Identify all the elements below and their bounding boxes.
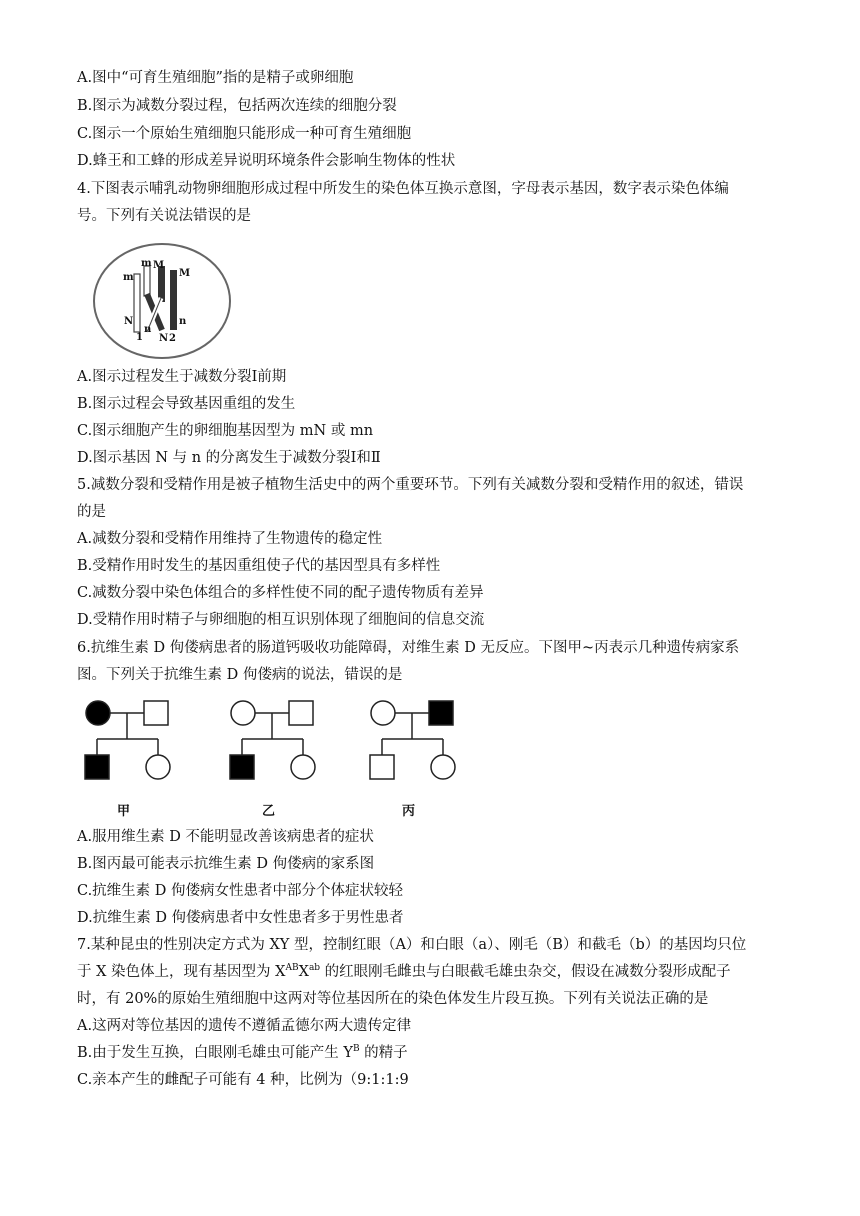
q3-option-a: A.图中“可育生殖细胞”指的是精子或卵细胞 xyxy=(77,70,354,86)
pedigree-label-bing: 丙 xyxy=(402,804,416,819)
q6-stem-line1: 6.抗维生素 D 佝偻病患者的肠道钙吸收功能障碍，对维生素 D 无反应。下图甲~丙表示几种遗传病家系 xyxy=(77,640,740,656)
q3-option-d: D.蜂王和工蜂的形成差异说明环境条件会影响生物体的性状 xyxy=(77,153,456,169)
genotype-sup-ab-upper: AB xyxy=(285,963,299,974)
pedigree-label-jia: 甲 xyxy=(117,804,131,819)
q5-stem-line1: 5.减数分裂和受精作用是被子植物生活史中的两个重要环节。下列有关减数分裂和受精作用的叙述，错误 xyxy=(77,477,744,493)
gene-label-N2: N xyxy=(159,333,169,344)
chromosome-number-2: 2 xyxy=(169,333,176,344)
gene-label-M2: M xyxy=(179,268,191,279)
q7-line2-prefix: 于 X 染色体上，现有基因型为 X xyxy=(77,964,286,980)
q6-option-d: D.抗维生素 D 佝偻病患者中女性患者多于男性患者 xyxy=(77,910,404,926)
q7-line2-rest: 的红眼刚毛雌虫与白眼截毛雄虫杂交，假设在减数分裂形成配子 xyxy=(320,964,731,980)
parent-symbol xyxy=(144,701,168,725)
q5-option-d: D.受精作用时精子与卵细胞的相互识别体现了细胞间的信息交流 xyxy=(77,612,485,628)
gene-label-N1: N xyxy=(124,316,134,327)
pedigree-jia xyxy=(85,701,170,779)
q4-option-a: A.图示过程发生于减数分裂Ⅰ前期 xyxy=(77,369,287,385)
q3-option-c: C.图示一个原始生殖细胞只能形成一种可育生殖细胞 xyxy=(77,126,412,142)
q3-option-b: B.图示为减数分裂过程，包括两次连续的细胞分裂 xyxy=(77,98,397,114)
parent-symbol xyxy=(289,701,313,725)
parent-symbol xyxy=(371,701,395,725)
q6-stem-line2: 图。下列关于抗维生素 D 佝偻病的说法，错误的是 xyxy=(77,667,403,683)
genotype-sup-ab-lower: ab xyxy=(308,963,321,974)
gene-label-m2: m xyxy=(141,258,152,269)
q6-option-a: A.服用维生素 D 不能明显改善该病患者的症状 xyxy=(77,829,374,845)
gene-label-n1: n xyxy=(144,324,152,335)
q7-stem-line2 xyxy=(77,962,731,982)
q7-optb-prefix: B.由于发生互换，白眼刚毛雄虫可能产生 Y xyxy=(77,1045,353,1061)
q5-stem-line2: 的是 xyxy=(77,504,106,520)
q4-option-b: B.图示过程会导致基因重组的发生 xyxy=(77,396,296,412)
gene-label-m1: m xyxy=(123,272,134,283)
q4-stem-line1: 4.下图表示哺乳动物卵细胞形成过程中所发生的染色体互换示意图，字母表示基因，数字表示染色体编 xyxy=(77,181,729,197)
q7-stem-line1: 7.某种昆虫的性别决定方式为 XY 型，控制红眼（A）和白眼（a）、刚毛（B）和截毛（b）的基因均只位 xyxy=(77,937,747,953)
q7-option-c: C.亲本产生的雌配子可能有 4 种，比例为（9:1:1:9 xyxy=(77,1072,409,1088)
q5-option-b: B.受精作用时发生的基因重组使子代的基因型具有多样性 xyxy=(77,558,441,574)
pedigree-label-yi: 乙 xyxy=(262,804,276,819)
genotype-x: X xyxy=(298,964,309,980)
q4-stem-line2: 号。下列有关说法错误的是 xyxy=(77,208,251,224)
chromosome-crossover-figure xyxy=(92,242,232,362)
q5-option-a: A.减数分裂和受精作用维持了生物遗传的稳定性 xyxy=(77,531,383,547)
yb-sup: B xyxy=(352,1044,360,1055)
child-symbol xyxy=(291,755,315,779)
q6-option-b: B.图丙最可能表示抗维生素 D 佝偻病的家系图 xyxy=(77,856,375,872)
q4-option-c: C.图示细胞产生的卵细胞基因型为 mN 或 mn xyxy=(77,423,374,439)
q7-option-a: A.这两对等位基因的遗传不遵循孟德尔两大遗传定律 xyxy=(77,1018,412,1034)
child-symbol xyxy=(431,755,455,779)
q6-option-c: C.抗维生素 D 佝偻病女性患者中部分个体症状较轻 xyxy=(77,883,404,899)
q5-option-c: C.减数分裂中染色体组合的多样性使不同的配子遗传物质有差异 xyxy=(77,585,484,601)
child-symbol xyxy=(146,755,170,779)
chromosome-number-1: 1 xyxy=(136,332,143,343)
child-symbol xyxy=(370,755,394,779)
child-symbol xyxy=(230,755,254,779)
parent-symbol xyxy=(429,701,453,725)
q7-option-b xyxy=(77,1043,408,1063)
q4-option-d: D.图示基因 N 与 n 的分离发生于减数分裂Ⅰ和Ⅱ xyxy=(77,450,381,466)
q7-stem-line3: 时，有 20%的原始生殖细胞中这两对等位基因所在的染色体发生片段互换。下列有关说法正确的是 xyxy=(77,991,709,1007)
pedigree-figures xyxy=(80,695,470,795)
child-symbol xyxy=(85,755,109,779)
gene-label-M1: M xyxy=(153,260,165,271)
q7-optb-rest: 的精子 xyxy=(359,1045,408,1061)
pedigree-yi xyxy=(230,701,315,779)
parent-symbol xyxy=(86,701,110,725)
gene-label-n2: n xyxy=(179,316,187,327)
parent-symbol xyxy=(231,701,255,725)
pedigree-bing xyxy=(370,701,455,779)
